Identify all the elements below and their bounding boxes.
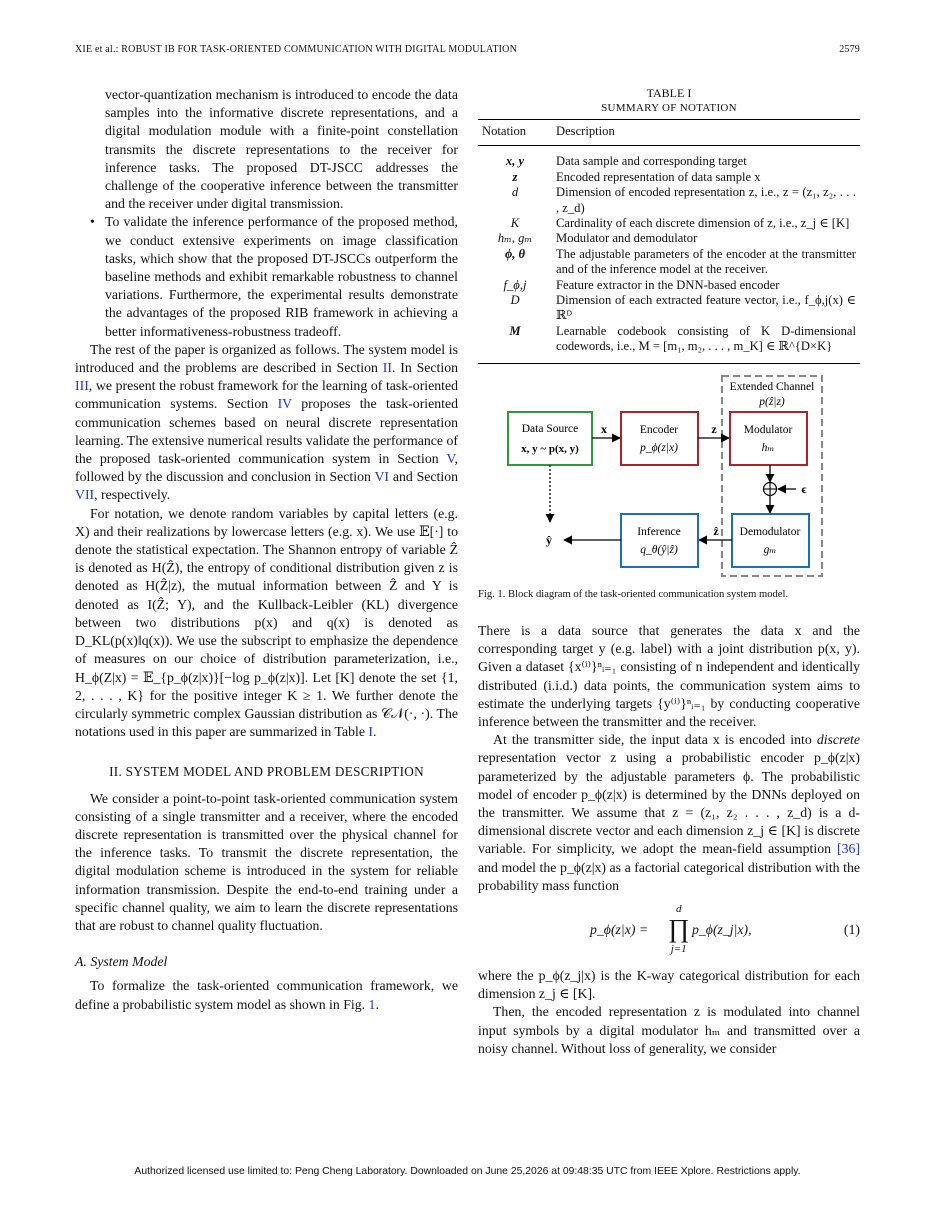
bullet-item: • To validate the inference performance of the proposed method, we conduct extensive experiments on image classification tasks, which show that the proposed DT-JSCCs outperform the baseline methods and exhibit remarkable robustness to channel variations. Furthermore, the experimental results demonstrate the advantages of the proposed RIB framework in achieving a better informativeness-robustness tradeoff. [90,214,458,339]
data-source-title: Data Source [521,422,579,435]
section-heading: II. SYSTEM MODEL AND PROBLEM DESCRIPTION [109,764,424,780]
product-lower: j=1 [670,942,687,955]
paragraph-modulation: Then, the encoded representation z is modulated into channel input symbols by a digital modulator hₘ and transmitted over a noisy channel. Without loss of generality, we consider [478,1004,860,1056]
figure-link[interactable]: 1 [368,996,376,1012]
encoder-title: Encoder [639,423,679,436]
table-row: z Encoded representation of data sample x [512,169,761,184]
label-x: x [601,421,607,436]
block-diagram [478,372,860,582]
table-row: x, y Data sample and corresponding target [505,154,747,169]
page-number: 2579 [839,44,860,55]
encoder-sub: p_ϕ(z|x) [640,441,678,454]
inference-box [621,514,698,567]
data-source-box [508,412,592,465]
data-source-sub: x, y ~ p(x, y) [521,442,579,455]
equation-lhs: p_ϕ(z|x) = [590,921,649,937]
product-upper: d [675,902,682,915]
equation-rhs: p_ϕ(z_j|x), [692,921,752,937]
equation-number: (1) [843,921,860,937]
section-link[interactable]: VII [75,487,95,503]
extended-channel-title: Extended Channel [729,380,815,393]
figure-caption: Fig. 1. Block diagram of the task-oriented communication system model. [478,588,789,600]
inference-sub: q_θ(ŷ|ẑ) [640,543,678,556]
table-title: TABLE I [646,86,692,100]
column-header-description: Description [552,120,860,146]
encoder-box [621,412,698,465]
table-row: K Cardinality of each discrete dimension of z, i.e., z_j ∈ [K] [510,216,850,231]
column-header-notation: Notation [478,120,552,146]
table-row: M Learnable codebook consisting of K D-dimensional codewords, i.e., M = [m₁, m₂, . . . , m_K] ∈ ℝ^{D×K} [478,324,860,363]
demodulator-box [732,514,809,567]
modulator-box [730,412,807,465]
modulator-title: Modulator [743,423,793,436]
right-column [478,86,860,1058]
table-link[interactable]: I [368,724,374,740]
table-row: D Dimension of each extracted feature vector, i.e., f_ϕ,j(x) ∈ ℝᴰ [510,293,856,323]
demodulator-title: Demodulator [739,525,801,538]
table-subtitle: SUMMARY OF NOTATION [601,102,737,114]
section-link[interactable]: III [75,378,89,394]
product-icon: ∏ [668,913,690,943]
demodulator-sub: gₘ [763,543,777,556]
bullet-icon: • [90,214,95,230]
citation-link[interactable]: [36] [837,841,860,857]
section-link[interactable]: VI [374,469,390,485]
left-column [75,86,458,1014]
paragraph-system: We consider a point-to-point task-oriented communication system consisting of a single transmitter and a receiver, where the encoded discrete representation is transmitted over the physical channel for the inference tasks. To transmit the discrete representation, the digital modulation scheme is introduced in the system for reliable information transmission. Despite the end-to-end training under a specific channel quality, we aim to learn the discrete representations that are robust to channel quality fluctuation. [75,790,458,933]
label-yhat: ŷ [546,532,552,547]
modulator-sub: hₘ [761,441,775,454]
bullet-continuation: vector-quantization mechanism is introduced to encode the data samples into the informative discrete representations, and a digital modulation module with a finite-point constellation transmits the discrete representations to the receiver for inference tasks. The proposed DT-JSCC addresses the challenge of the cooperative inference between the transmitter and the receiver under digital transmission. [105,87,458,212]
section-link[interactable]: IV [277,396,292,412]
paragraph-formalize: To formalize the task-oriented communication framework, we define a probabilistic system model as shown in Fig. 1. [75,978,458,1012]
paragraph-encoder: At the transmitter side, the input data x is encoded into discrete representation vector z using a probabilistic encoder p_ϕ(z|x) parameterized by the adjustable parameters ϕ. The probabilistic model of encoder p_ϕ(z|x) is determined by the DNNs deployed on the transmitter. We assume that z = (z₁, z₂ . . . , z_d) is a d-dimensional discrete vector and each dimension z_j ∈ [K] is discrete variable. For simplicity, we adopt the mean-field assumption [36] and model the p_ϕ(z|x) as a factorial categorical distribution with the probability mass function [478,732,860,893]
notation-table [478,119,860,364]
inference-title: Inference [637,525,681,538]
paragraph-organization: The rest of the paper is organized as follows. The system model is introduced and the problems are described in Section II. In Section III, we present the robust framework for the learning of task-oriented communication systems. Section IV proposes the task-oriented communication schemes based on neural discrete representation learning. The extensive numerical results validate the performance of the proposed task-oriented communication system in Section V, followed by the discussion and conclusion in Section VI and Section VII, respectively. [75,341,459,503]
section-link[interactable]: V [446,451,455,467]
subsection-heading: A. System Model [75,954,168,970]
label-eps: ϵ [801,481,807,496]
paragraph-data-source: There is a data source that generates the data x and the corresponding target y (e.g. label) with a joint distribution p(x, y). Given a dataset {x⁽ⁱ⁾}ⁿᵢ₌₁ consisting of n independent and identically distributed (i.i.d.) data points, the communication system aims to estimate the underlying targets {y⁽ⁱ⁾}ⁿᵢ₌₁ by conducting cooperative inference between the transmitter and the receiver. [478,622,860,729]
equation-1 [478,903,860,963]
extended-channel-sub: p(ẑ|z) [759,395,785,408]
table-row: d Dimension of encoded representation z, i.e., z = (z₁, z₂, . . . , z_d) [511,185,856,215]
table-row: f_ϕ,j Feature extractor in the DNN-based encoder [503,277,780,292]
label-z: z [711,421,717,436]
section-link[interactable]: II [382,360,392,376]
running-header [75,44,860,60]
running-title: XIE et al.: ROBUST IB FOR TASK-ORIENTED COMMUNICATION WITH DIGITAL MODULATION [75,44,518,55]
table-row: hₘ, gₘ Modulator and demodulator [497,231,698,246]
product-operator [668,903,689,955]
paragraph-categorical: where the p_ϕ(z_j|x) is the K-way categorical distribution for each dimension z_j ∈ [K]. [478,967,860,1002]
table-row: ϕ, θ The adjustable parameters of the encoder at the transmitter and of the inference model at the receiver. [504,246,856,277]
label-zhat: ẑ [713,523,719,538]
license-footer: Authorized licensed use limited to: Peng Cheng Laboratory. Downloaded on June 25,2026 at 09:48:35 UTC from IEEE Xplore. Restrictions apply. [134,1166,801,1177]
paragraph-notation: For notation, we denote random variables by capital letters (e.g. X) and their realizations by lowercase letters (e.g. x). We use 𝔼[·] to denote the statistical expectation. The Shannon entropy of variable Ẑ is denoted as H(Ẑ), the entropy of conditional distribution given z is denoted as H(Ẑ|z), the mutual information between Ẑ and Y is denoted as I(Ẑ; Y), and the Kullback-Leibler (KL) divergence between two distributions p(x) and q(x) is denoted as D_KL(p(x)‖q(x)). We use the subscript to emphasize the dependence of measures on our choice of distribution parameterization, i.e., H_ϕ(Z|x) = 𝔼_{p_ϕ(z|x)}[−log p_ϕ(z|x)]. Let [K] denote the set {1, 2, . . . , K} for the positive integer K ≥ 1. We further denote the circularly symmetric complex Gaussian distribution as 𝒞𝒩(·, ·). The notations used in this paper are summarized in Table I. [75,505,458,740]
